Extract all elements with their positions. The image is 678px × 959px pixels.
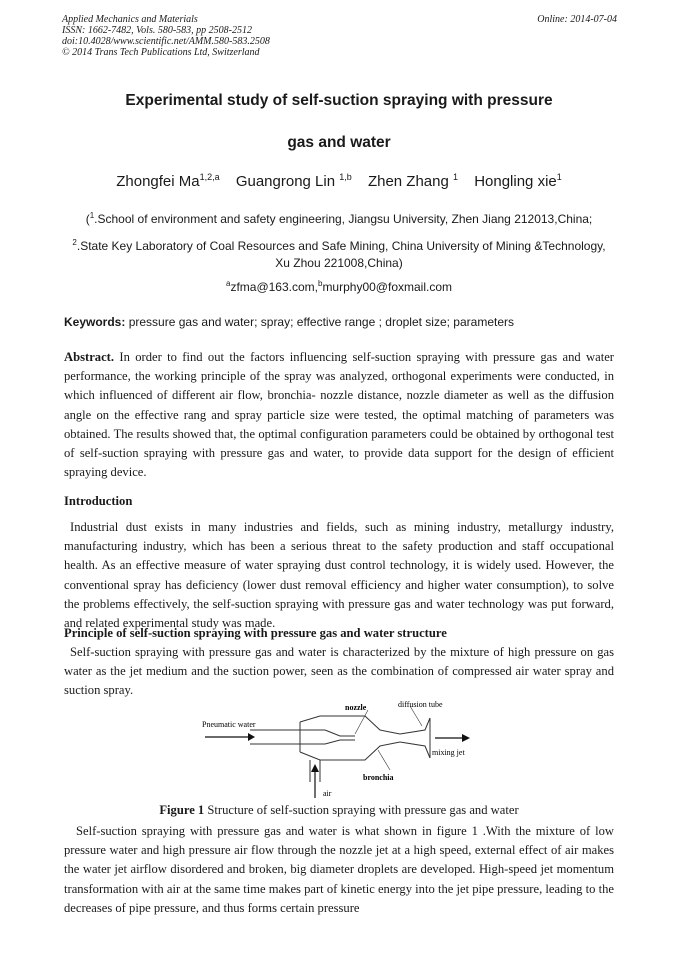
doi-line: doi:10.4028/www.scientific.net/AMM.580-583.2508 [62,36,270,47]
figure-caption: Figure 1 Structure of self-suction spraying with pressure gas and water [159,803,519,817]
author-list [40,172,638,190]
nozzle-leader [355,710,368,734]
online-date: Online: 2014-07-04 [537,14,617,25]
label-nozzle: nozzle [345,703,367,712]
label-pneumatic-water: Pneumatic water [202,720,256,729]
diffusion-tube-bottom [400,742,430,758]
paper-title-line-1: Experimental study of self-suction spraying with pressure [125,92,553,109]
jet-arrow-head [462,734,470,742]
principle-text: Self-suction spraying with pressure gas and water is characterized by the mixture of high pressure on gas water as the jet medium and the suction power, seen as the combination of compressed air water spray and suction spray. [64,645,614,698]
author: Zhen Zhang $^1$ [367,172,459,190]
author: Zhongfei Ma$^{1,2,a}$ [116,172,220,190]
chamber-bottom [300,742,400,760]
diffusion-tube-top [400,718,430,734]
water-arrow-head [248,733,255,741]
email-line: $^a$zfma@163.com,$^b$murphy00@foxmail.com [225,279,452,294]
label-diffusion-tube: diffusion tube [398,700,443,709]
author: Guangrong Lin $^{1,b}$ [235,172,352,190]
figure-description-text: Self-suction spraying with pressure gas and water is what shown in figure 1 .With the mixture of low pressure water and high pressure air flow through the nozzle jet at a high speed, external effect of air makes the water jet airflow disordered and broken, big diameter droplets are developed. High-speed jet momentum transformation with air at the same time makes part of kinetic energy into the jet pipe pressure, leading to the decreases of pipe pressure, and thus forms certain pressure [64,824,614,915]
spray-structure-diagram [200,700,480,800]
label-air: air [323,789,332,798]
introduction-text: Industrial dust exists in many industries and fields, such as mining industry, metallurgy industry, manufacturing industry, which has been a serious threat to the safety production and staff occupational health. As an effective measure of water spraying dust control technology, it is widely used. However, the conventional spray has deficiency (lower dust removal efficiency and higher water consumption), to solve the problems effectively, the self-suction spraying with pressure gas and water technology was put forward, and related experimental study was made. [64,520,614,631]
abstract: Abstract. In order to find out the factors influencing self-suction spraying with pressure gas and water performance, the working principle of the spray was analyzed, orthogonal experiments were conducted, in which influenced of different air flow, bronchia- nozzle distance, nozzle diameter as well as the diffusion angle on the effective rang and spray particle size were tested, the optimal matching of parameters was obtained. The results showed that, the optimal configuration parameters could be obtained by orthogonal test of self-suction spraying with pressure gas and water, to provide data support for the design of efficient spraying device. [64,350,614,480]
nozzle-top [325,730,355,736]
affiliation-1: ($^1$.School of environment and safety engineering, Jiangsu University, Zhen Jiang 212013,China; [85,211,593,226]
bronchia-leader [378,750,390,770]
introduction-heading: Introduction [64,494,133,508]
diffusion-leader [410,706,422,726]
author: Hongling xie$^1$ [474,172,562,190]
keywords: Keywords: pressure gas and water; spray; effective range ; droplet size; parameters [64,315,514,329]
issn-line: ISSN: 1662-7482, Vols. 580-583, pp 2508-2512 [62,25,252,36]
journal-header [62,14,617,58]
label-bronchia: bronchia [363,773,394,782]
copyright-line: © 2014 Trans Tech Publications Ltd, Switzerland [62,47,260,58]
paper-title-line-2: gas and water [287,134,391,151]
affiliation-2: $^2$.State Key Laboratory of Coal Resources and Safe Mining, China University of Mining &Technology, Xu Zhou 221008,China) [72,238,606,270]
air-arrow-head [311,764,319,772]
chamber-top [300,716,400,734]
nozzle-bottom [325,740,355,744]
journal-name: Applied Mechanics and Materials [62,14,198,25]
principle-heading: Principle of self-suction spraying with pressure gas and water structure [64,626,447,640]
label-mixing-jet: mixing jet [432,748,465,757]
